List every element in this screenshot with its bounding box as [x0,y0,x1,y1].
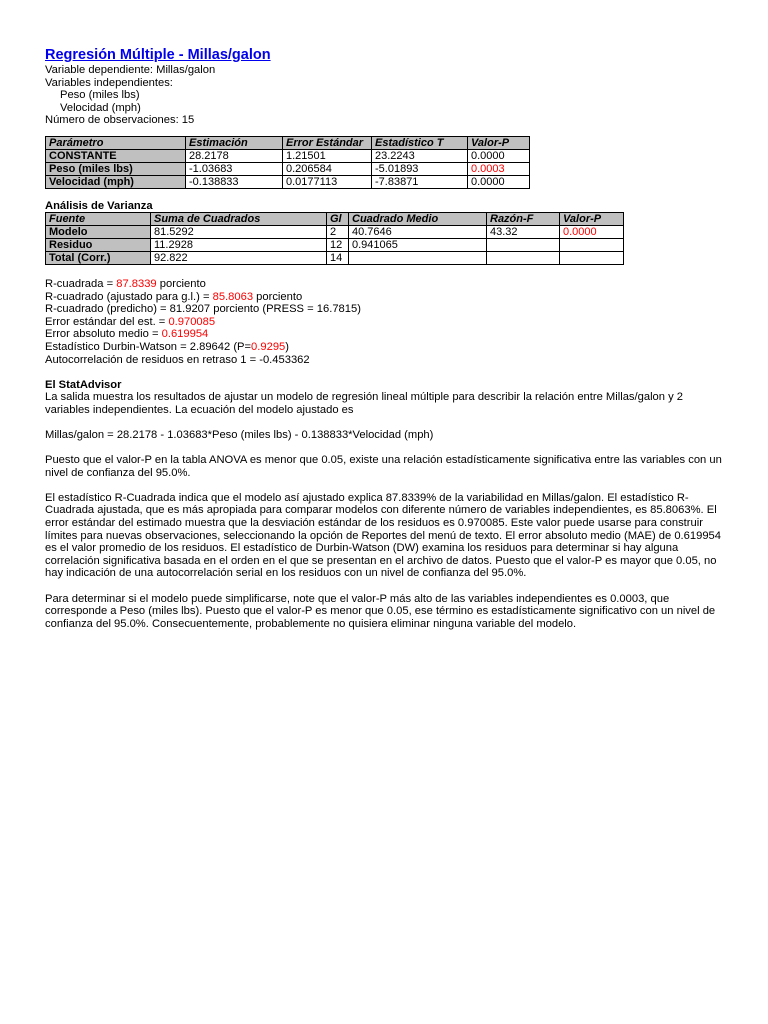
table-cell: -5.01893 [372,162,468,175]
stat-label: R-cuadrado (ajustado para g.l.) = [45,290,213,303]
r-squared-predicted-line: R-cuadrado (predicho) = 81.9207 porciento (PRESS = 16.7815) [45,303,361,316]
stat-value-highlight: 87.8339 [116,277,157,290]
summary-statistics [45,278,725,366]
statadvisor-paragraph: Para determinar si el modelo puede simplificarse, note que el valor-P más alto de las variables independientes es 0.0003, que corresponde a Peso (miles lbs). Puesto que el valor-P es menor que 0.05, ese término es estadísticamente significativo con un nivel de confianza del 95.0%. Consecuentemente, probablemente no quisiera eliminar ninguna variable del modelo. [45,592,716,630]
table-cell: 0.206584 [283,162,372,175]
table-cell: 40.7646 [349,225,487,238]
table-header-cell: Razón-F [487,212,560,225]
table-header-cell: Fuente [46,212,151,225]
table-cell: 92.822 [151,251,327,264]
anova-table [45,212,624,265]
model-equation: Millas/galon = 28.2178 - 1.03683*Peso (miles lbs) - 0.138833*Velocidad (mph) [45,428,434,441]
table-cell: 12 [327,238,349,251]
table-cell: 28.2178 [186,149,283,162]
r-squared-adjusted-line [45,291,725,304]
row-label: Total (Corr.) [46,251,151,264]
table-cell [487,238,560,251]
dependent-variable: Variable dependiente: Millas/galon [45,64,216,76]
table-cell: 11.2928 [151,238,327,251]
table-cell: -7.83871 [372,175,468,188]
statadvisor-paragraph: El estadístico R-Cuadrada indica que el modelo así ajustado explica 87.8339% de la variabilidad en Millas/galon. El estadístico R-Cuadrada ajustada, que es más apropiada para comparar modelos con diferente número de variables independientes, es 85.8063%. El error estándar del estimado muestra que la desviación estándar de los residuos es 0.970085. Este valor puede usarse para construir límites para nuevas observaciones, seleccionando la opción de Reportes del menú de texto. El error absoluto medio (MAE) de 0.619954 es el valor promedio de los residuos. El estadístico de Durbin-Watson (DW) examina los residuos para determinar si hay alguna correlación significativa basada en el orden en el que se presentan en el archivo de datos. Puesto que el valor-P es mayor que 0.05, no hay indicación de una autocorrelación serial en los residuos con un nivel de confianza del 95.0%. [45,491,721,580]
paragraph-gap [45,580,725,593]
table-cell: -1.03683 [186,162,283,175]
stat-value-highlight: 0.9295 [251,340,286,353]
table-header-cell: Parámetro [46,136,186,149]
coefficients-table [45,136,530,189]
durbin-watson-line [45,341,725,354]
table-header-cell: Valor-P [560,212,624,225]
statadvisor-paragraph: Puesto que el valor-P en la tabla ANOVA es menor que 0.05, existe una relación estadísticamente significativa entre las variables con un nivel de confianza del 95.0%. [45,454,722,479]
table-cell: 1.21501 [283,149,372,162]
table-header-cell: Suma de Cuadrados [151,212,327,225]
stat-label: Estadístico Durbin-Watson = 2.89642 (P= [45,340,252,353]
stat-suffix: ) [285,340,289,353]
stat-value-highlight: 85.8063 [212,290,254,303]
table-cell-highlight: 0.0000 [560,225,624,238]
stat-value-highlight: 0.619954 [161,328,209,341]
row-label: Peso (miles lbs) [46,162,186,175]
table-header-cell: Gl [327,212,349,225]
independent-variable-1: Peso (miles lbs) [60,89,140,102]
table-header-row [46,212,624,225]
table-cell [560,238,624,251]
table-cell: 2 [327,225,349,238]
row-label: CONSTANTE [46,149,186,162]
table-cell [487,251,560,264]
table-header-cell: Estadístico T [372,136,468,149]
table-cell: 43.32 [487,225,560,238]
report-page [45,47,725,630]
statadvisor-title: El StatAdvisor [45,379,122,392]
stat-label: Error absoluto medio = [45,328,162,341]
table-cell: 23.2243 [372,149,468,162]
table-header-cell: Estimación [186,136,283,149]
standard-error-line [45,316,725,329]
autocorrelation-line: Autocorrelación de residuos en retraso 1 = -0.453362 [45,353,310,366]
stat-label: R-cuadrada = [45,277,117,290]
r-squared-line [45,278,725,291]
row-label: Velocidad (mph) [46,175,186,188]
paragraph-gap [45,479,725,492]
row-label: Modelo [46,225,151,238]
stat-label: Error estándar del est. = [45,315,169,328]
table-cell: 81.5292 [151,225,327,238]
table-header-cell: Cuadrado Medio [349,212,487,225]
independent-variables-label: Variables independientes: [45,76,173,89]
table-header-cell: Valor-P [468,136,530,149]
table-row [46,238,624,251]
report-title-link[interactable]: Regresión Múltiple - Millas/galon [45,47,271,63]
table-row [46,225,624,238]
table-row [46,149,530,162]
independent-variable-2: Velocidad (mph) [60,101,141,114]
table-row [46,251,624,264]
table-cell [349,251,487,264]
table-header-row [46,136,530,149]
table-cell: -0.138833 [186,175,283,188]
table-cell: 14 [327,251,349,264]
anova-title: Análisis de Varianza [45,199,153,212]
table-cell-highlight: 0.0003 [468,162,530,175]
table-cell [560,251,624,264]
stat-value-highlight: 0.970085 [168,315,216,328]
stat-suffix: porciento [253,290,303,303]
stat-suffix: porciento [156,277,206,290]
observations-count: Número de observaciones: 15 [45,114,195,127]
table-row [46,175,530,188]
table-cell: 0.941065 [349,238,487,251]
statadvisor-paragraph: La salida muestra los resultados de ajustar un modelo de regresión lineal múltiple para describir la relación entre Millas/galon y 2 variables independientes. La ecuación del modelo ajustado es [45,391,684,416]
mean-absolute-error-line [45,328,725,341]
table-cell: 0.0000 [468,149,530,162]
table-cell: 0.0000 [468,175,530,188]
table-cell: 0.0177113 [283,175,372,188]
table-row [46,162,530,175]
paragraph-gap [45,442,725,455]
row-label: Residuo [46,238,151,251]
table-header-cell: Error Estándar [283,136,372,149]
paragraph-gap [45,416,725,429]
